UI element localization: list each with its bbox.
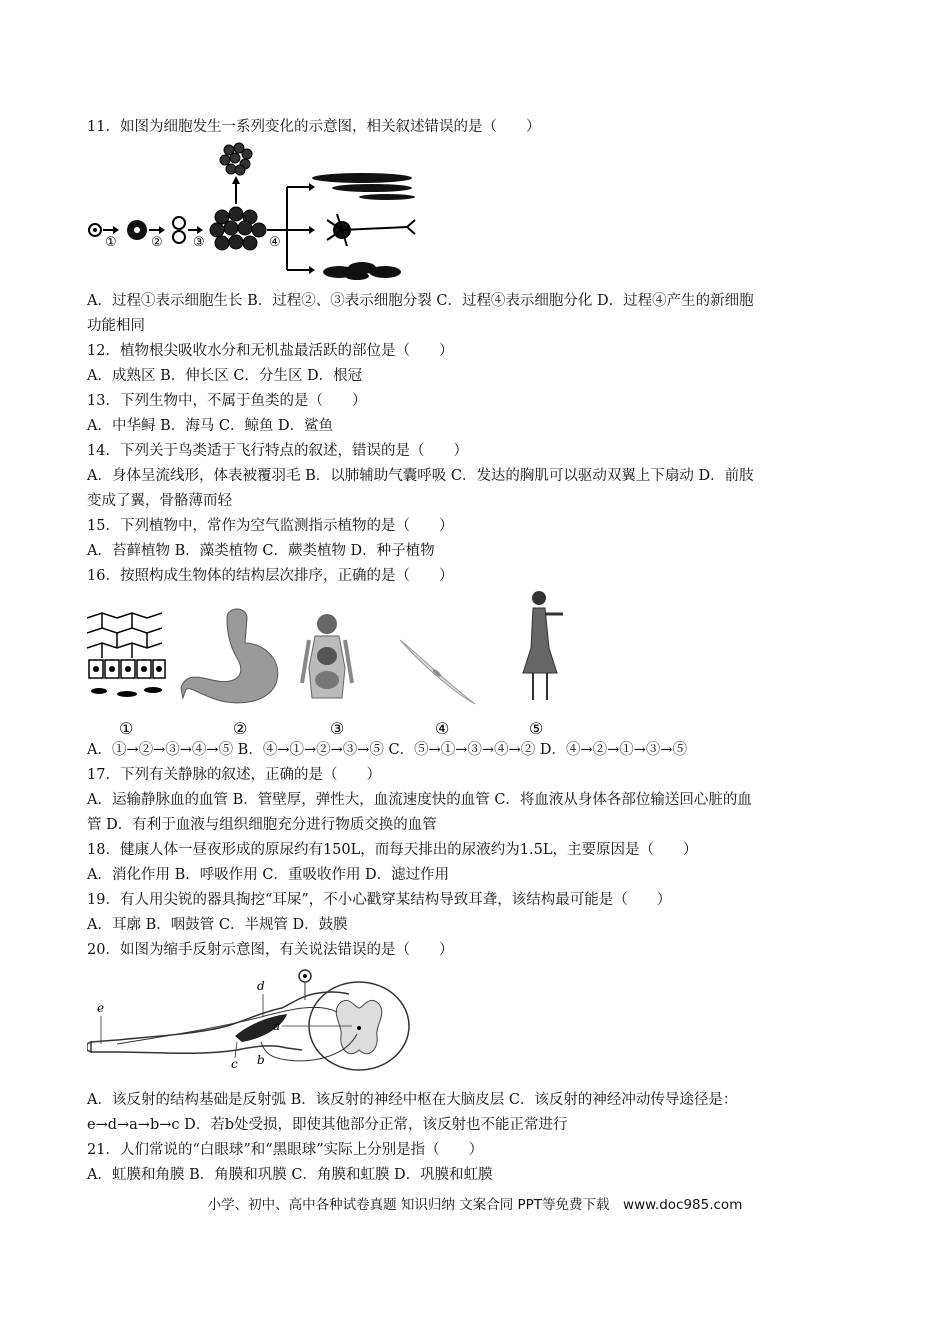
q20-options-line1: A．该反射的结构基础是反射弧 B．该反射的神经中枢在大脑皮层 C．该反射的神经冲动传导途径是： [87,1092,738,1108]
q14-options-line1: A．身体呈流线形，体表被覆羽毛 B．以肺辅助气囊呼吸 C．发达的胸肌可以驱动双翼上下扇动 D．前肢 [87,468,754,484]
q21-options: A．虹膜和角膜 B．角膜和巩膜 C．角膜和虹膜 D．巩膜和虹膜 [87,1167,493,1183]
q21-stem: 21．人们常说的“白眼球”和“黑眼球”实际上分别是指（ ） [87,1142,484,1158]
label-5: ⑤ [529,719,544,738]
tissue-blob [323,262,401,280]
label-b: b [257,1053,265,1067]
label-1: ① [105,235,117,250]
label-3: ③ [193,235,205,250]
q20-reflex-arc-figure [87,964,417,1074]
q19-stem: 19．有人用尖锐的器具掏挖“耳屎”，不小心戳穿某结构导致耳聋，该结构最可能是（ ） [87,892,672,908]
nerve-cell [327,214,415,246]
q14-stem: 14．下列关于鸟类适于飞行特点的叙述，错误的是（ ） [87,443,468,459]
label-2: ② [233,719,248,738]
human-systems-image [302,614,352,698]
q13-options: A．中华鲟 B．海马 C．鲸鱼 D．鲨鱼 [87,418,334,434]
q17-options-line1: A．运输静脉血的血管 B．管壁厚，弹性大，血流速度快的血管 C．将血液从身体各部位输送回心脏的血 [87,792,752,808]
q15-options: A．苔藓植物 B．藻类植物 C．蕨类植物 D．种子植物 [87,543,435,559]
q11-cell-change-figure [87,142,427,282]
label-1: ① [119,719,134,738]
q11-stem: 11．如图为细胞发生一系列变化的示意图，相关叙述错误的是（ ） [87,119,541,135]
q16-structure-levels-figure [87,588,577,740]
page-footer: 小学、初中、高中各种试卷真题 知识归纳 文案合同 PPT等免费下载 www.doc985.com [207,1197,743,1213]
q16-stem: 16．按照构成生物体的结构层次排序，正确的是（ ） [87,568,454,584]
q15-stem: 15．下列植物中，常作为空气监测指示植物的是（ ） [87,518,454,534]
q17-options-line2: 管 D．有利于血液与组织细胞充分进行物质交换的血管 [87,817,437,833]
q20-options-line2: e→d→a→b→c D．若b处受损，即使其他部分正常，该反射也不能正常进行 [87,1117,568,1133]
q11-options-line2: 功能相同 [87,318,145,334]
q17-stem: 17．下列有关静脉的叙述，正确的是（ ） [87,767,381,783]
top-cell-cluster [220,143,252,175]
q18-stem: 18．健康人体一昼夜形成的原尿约有150L，而每天排出的尿液约为1.5L，主要原因是（ ） [87,842,698,858]
q16-options: A．①→②→③→④→⑤ B．④→①→②→③→⑤ C．⑤→①→③→④→② D．④→②→①→③→⑤ [87,742,688,758]
label-2: ② [151,235,163,250]
q14-options-line2: 变成了翼，骨骼薄而轻 [87,493,232,509]
stomach-image [181,609,278,703]
label-e: e [97,1001,105,1015]
cell-cluster [210,207,266,250]
q13-stem: 13．下列生物中，不属于鱼类的是（ ） [87,393,367,409]
label-4: ④ [269,235,281,250]
muscle-cells [312,173,415,200]
label-c: c [231,1057,238,1071]
q18-options: A．消化作用 B．呼吸作用 C．重吸收作用 D．滤过作用 [87,867,450,883]
label-3: ③ [330,719,345,738]
q19-options: A．耳廓 B．咽鼓管 C．半规管 D．鼓膜 [87,917,348,933]
label-d: d [257,979,265,993]
q12-options: A．成熟区 B．伸长区 C．分生区 D．根冠 [87,368,363,384]
label-4: ④ [435,719,450,738]
label-a: a [273,1019,281,1033]
person-image [523,591,563,700]
q12-stem: 12．植物根尖吸收水分和无机盐最活跃的部位是（ ） [87,343,454,359]
q20-stem: 20．如图为缩手反射示意图，有关说法错误的是（ ） [87,942,454,958]
q11-options-line1: A．过程①表示细胞生长 B．过程②、③表示细胞分裂 C．过程④表示细胞分化 D．过程④产生的新细胞 [87,293,754,309]
